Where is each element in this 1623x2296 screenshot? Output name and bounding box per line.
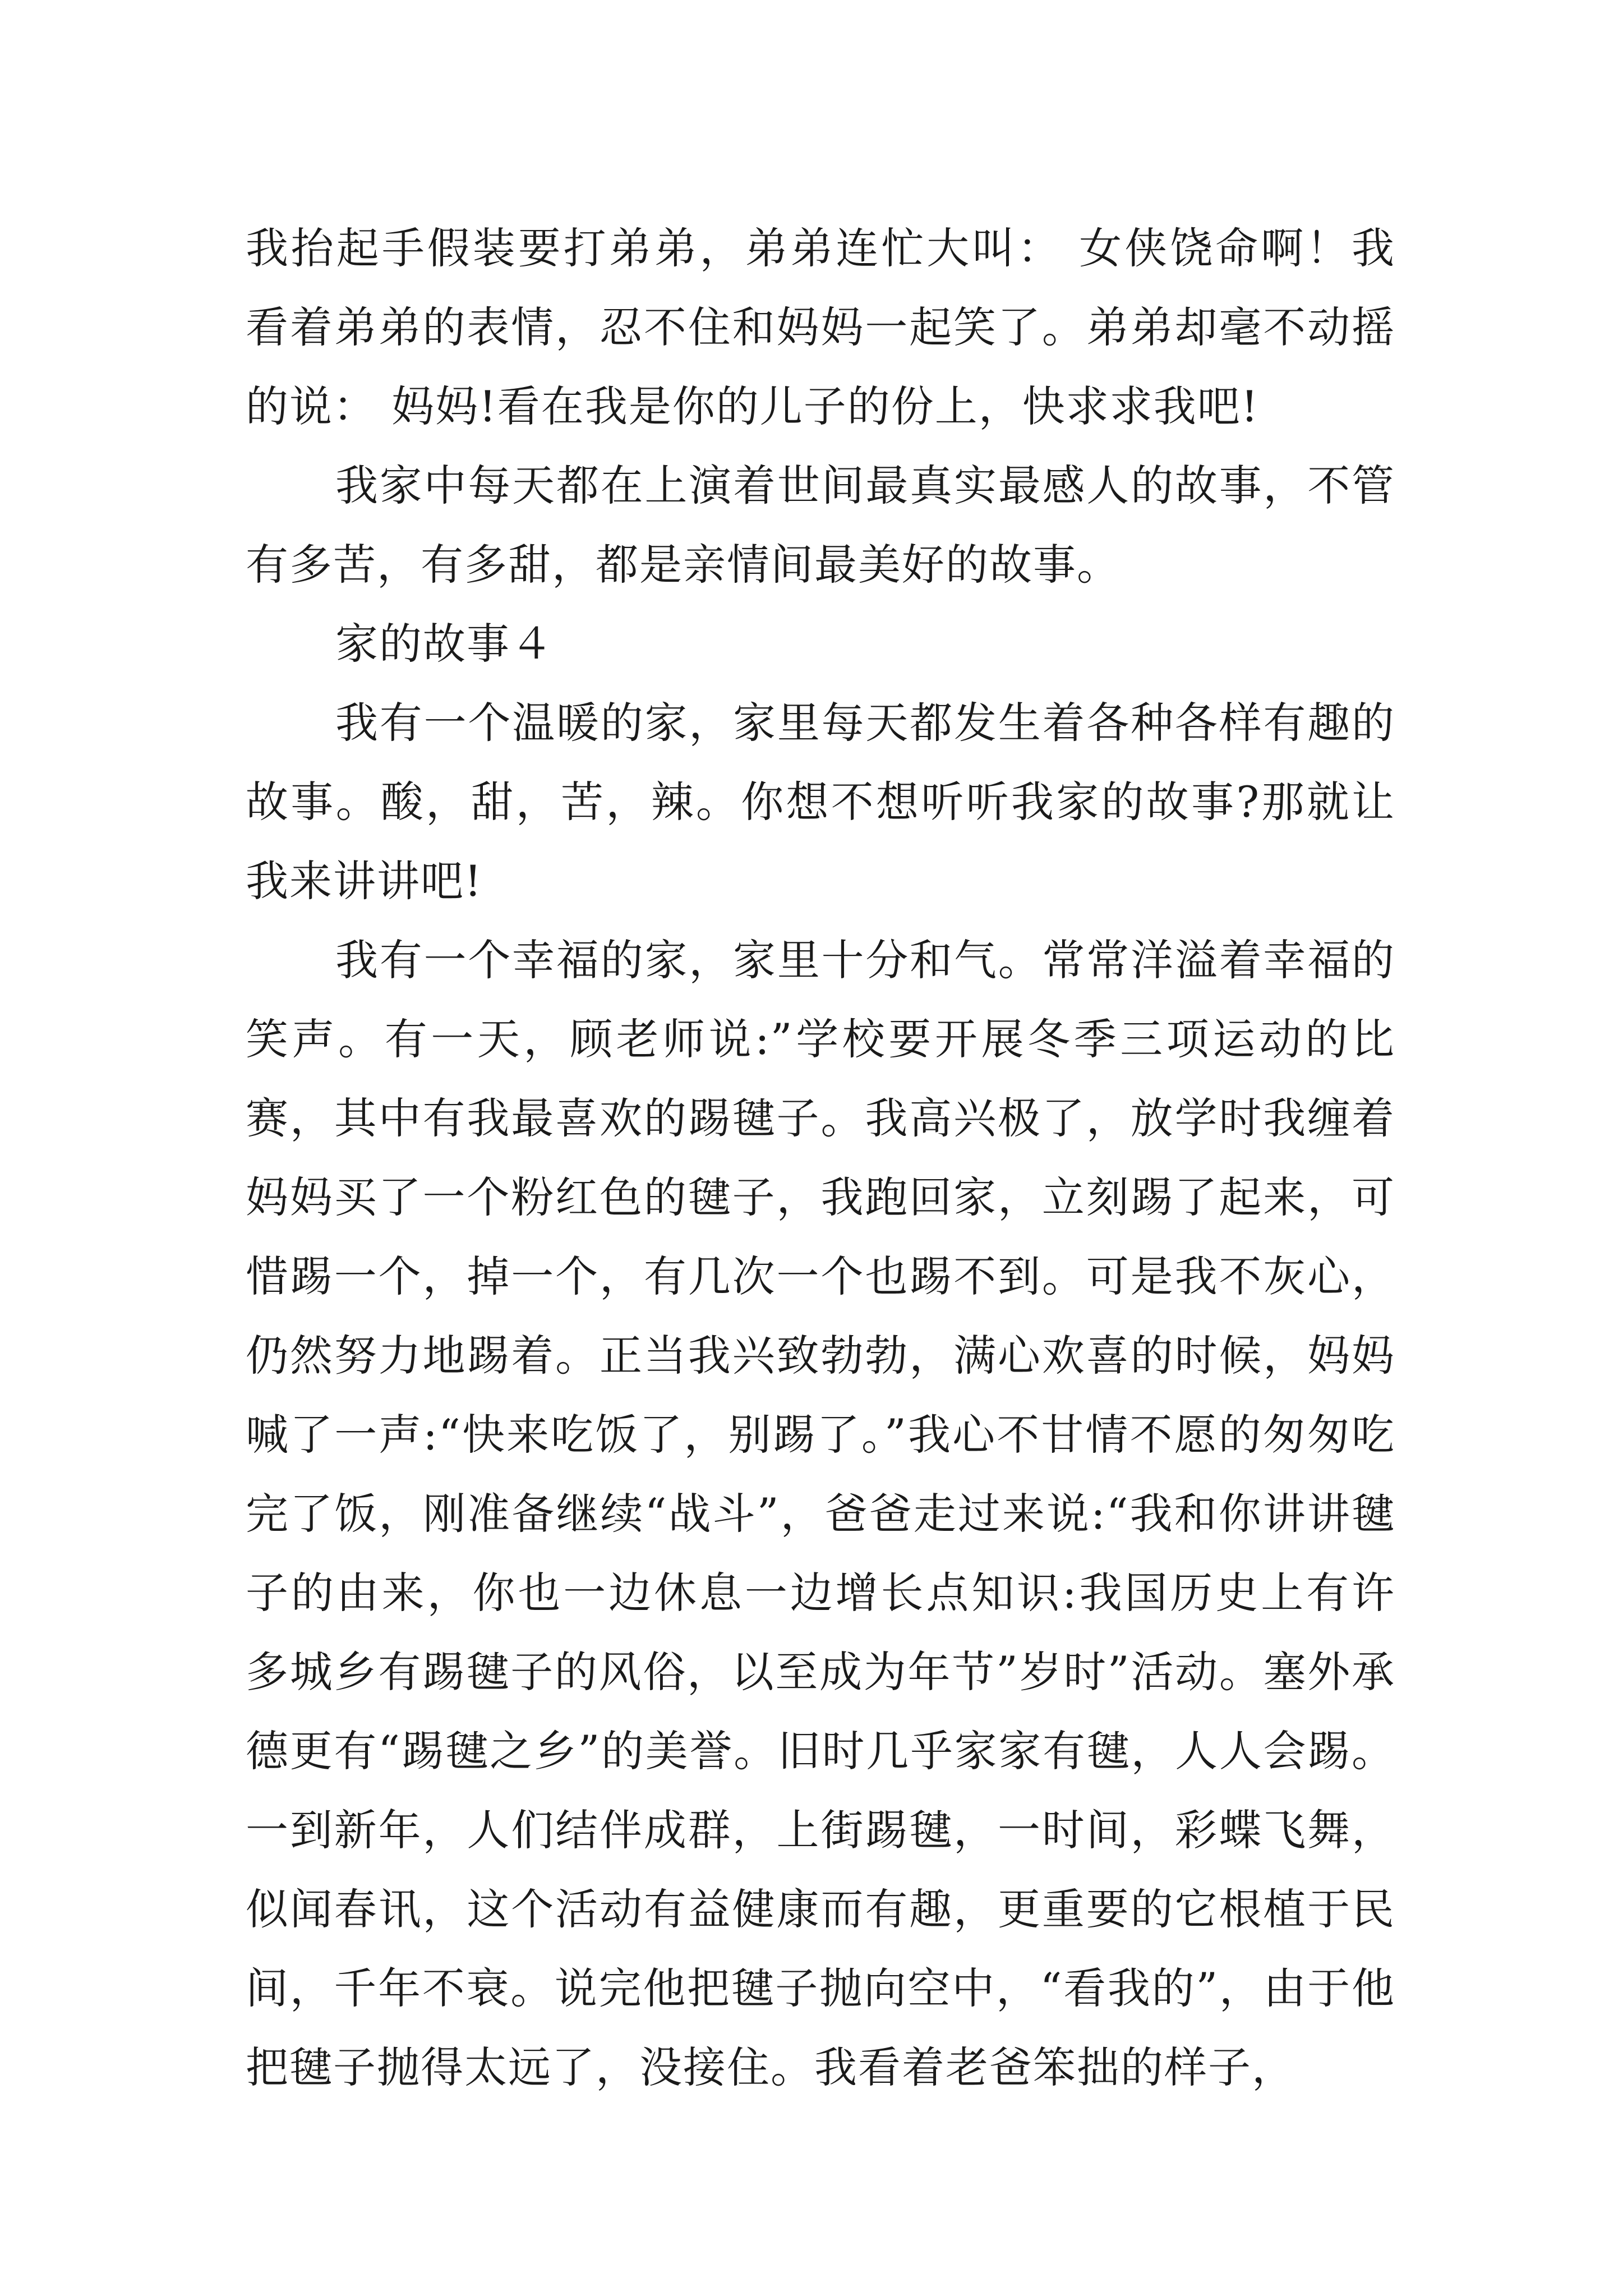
section-heading: 家的故事４ xyxy=(335,619,554,669)
paragraph-4: 我有一个幸福的家，家里十分和气。常常洋溢着幸福的笑声。有一天，顾老师说:”学校要开展冬季三项运动的比赛，其中有我最喜欢的踢毽子。我高兴极了，放学时我缠着妈妈买了一个粉红色的毽子，我跑回家，立刻踢了起来，可惜踢一个，掉一个，有几次一个也踢不到。可是我不灰心，仍然努力地踢着。正当我兴致勃勃，满心欢喜的时候，妈妈喊了一声:“快来吃饭了，别踢了。”我心不甘情不愿的匆匆吃完了饭，刚准备继续“战斗”，爸爸走过来说:“我和你讲讲毽子的由来，你也一边休息一边增长点知识:我国历史上有许多城乡有踢毽子的风俗，以至成为年节”岁时”活动。塞外承德更有“踢毽之乡”的美誉。旧时几乎家家有毽，人人会踢。一到新年，人们结伴成群，上街踢毽，一时间，彩蝶飞舞，似闻春讯，这个活动有益健康而有趣，更重要的它根植于民间，千年不衰。说完他把毽子抛向空中，“看我的”，由于他把毽子抛得太远了，没接住。我看着老爸笨拙的样子， xyxy=(246,935,1395,2092)
paragraph-3: 我有一个温暖的家，家里每天都发生着各种各样有趣的故事。酸，甜，苦，辣。你想不想听听我家的故事?那就让我来讲讲吧! xyxy=(246,698,1395,906)
document-body xyxy=(246,209,1395,2107)
paragraph-1: 我抬起手假装要打弟弟，弟弟连忙大叫： 女侠饶命啊！我看着弟弟的表情，忍不住和妈妈一起笑了。弟弟却毫不动摇的说： 妈妈!看在我是你的儿子的份上，快求求我吧! xyxy=(246,223,1395,431)
paragraph-2: 我家中每天都在上演着世间最真实最感人的故事，不管有多苦，有多甜，都是亲情间最美好的故事。 xyxy=(246,461,1395,590)
